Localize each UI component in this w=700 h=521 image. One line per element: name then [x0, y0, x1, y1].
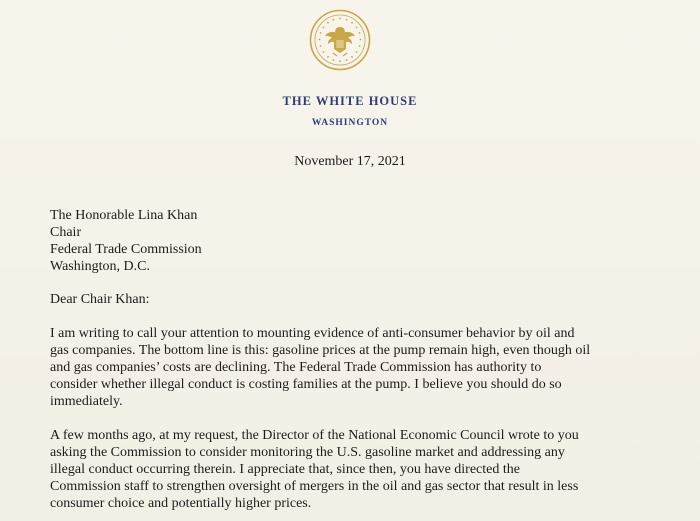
body-paragraph-1	[50, 325, 670, 410]
paragraph-line: consider whether illegal conduct is costing families at the pump. I believe you should do so	[50, 377, 562, 392]
salutation: Dear Chair Khan:	[50, 292, 150, 307]
presidential-seal-icon	[309, 9, 371, 71]
recipient-name: The Honorable Lina Khan	[50, 208, 198, 223]
recipient-organization: Federal Trade Commission	[50, 242, 202, 257]
letterhead-title: THE WHITE HOUSE	[282, 94, 418, 108]
paragraph-line: immediately.	[50, 394, 123, 409]
paragraph-line: gas companies. The bottom line is this: gasoline prices at the pump remain high, even though oil	[50, 343, 591, 358]
recipient-city: Washington, D.C.	[50, 259, 150, 274]
body-paragraph-2	[50, 427, 670, 512]
paragraph-line: asking the Commission to consider monitoring the U.S. gasoline market and addressing any	[50, 445, 565, 460]
paragraph-line: and gas companies’ costs are declining. The Federal Trade Commission has authority to	[50, 360, 542, 375]
letterhead-subtitle: WASHINGTON	[311, 118, 389, 128]
recipient-title: Chair	[50, 225, 82, 240]
recipient-address	[50, 207, 202, 275]
paragraph-line: illegal conduct occurring therein. I appreciate that, since then, you have directed the	[50, 462, 520, 477]
paragraph-line: consumer choice and potentially higher prices.	[50, 496, 312, 511]
paragraph-line: A few months ago, at my request, the Director of the National Economic Council wrote to you	[50, 428, 579, 443]
paragraph-line: Commission staff to strengthen oversight of mergers in the oil and gas sector that result in less	[50, 479, 579, 494]
paragraph-line: I am writing to call your attention to mounting evidence of anti-consumer behavior by oil and	[50, 326, 575, 341]
letter-date: November 17, 2021	[294, 154, 406, 169]
